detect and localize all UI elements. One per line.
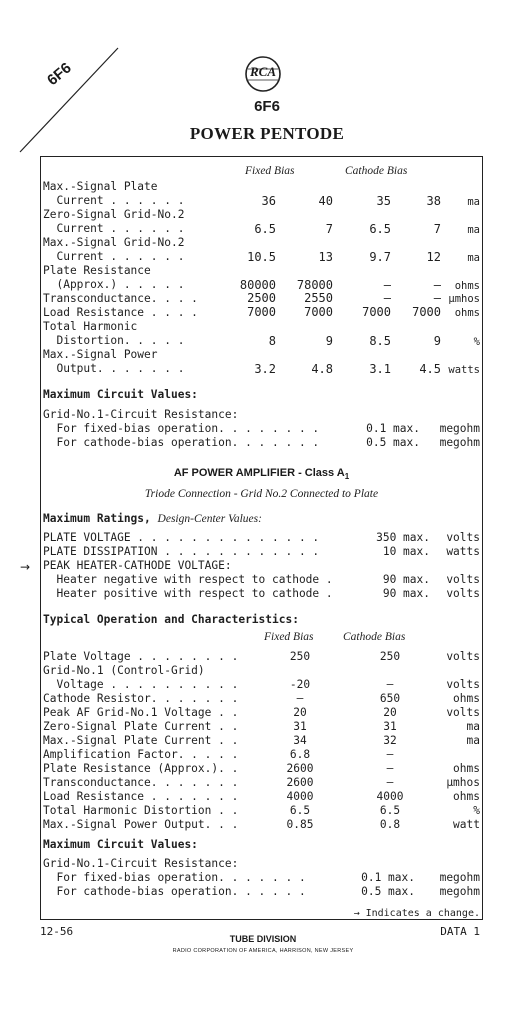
triode-title-subscript: 1 <box>344 472 350 482</box>
pentode-row-value: 8.5 <box>369 334 391 348</box>
pentode-row-value: 6.5 <box>254 222 276 236</box>
tube-type-heading: 6F6 <box>254 98 280 115</box>
typical-row-fixed: 2600 <box>286 776 314 789</box>
footer-data-label: DATA 1 <box>440 925 480 938</box>
pentode-row-value: 2550 <box>304 291 333 305</box>
typical-row-label: Plate Resistance (Approx.). . <box>43 762 239 775</box>
triode-section-title <box>40 467 483 481</box>
pentode-row-value: 10.5 <box>247 250 276 264</box>
triode-grid-resistance-label: Grid-No.1-Circuit Resistance: <box>43 857 239 870</box>
pentode-row-label-cont: Current . . . . . . <box>43 194 185 207</box>
triode-ratings-heading <box>43 512 262 526</box>
pentode-row-unit: % <box>473 336 480 348</box>
typical-row-cathode: – <box>386 678 394 691</box>
pentode-row-value: 7 <box>433 222 441 236</box>
pentode-row-unit: ma <box>467 196 480 208</box>
typical-row-label: Load Resistance . . . . . . . <box>43 790 239 803</box>
typical-row-fixed: 20 <box>293 706 307 719</box>
typical-row-cathode: – <box>386 776 394 789</box>
pentode-row-value: – <box>433 278 441 292</box>
typical-row-label: Amplification Factor. . . . . <box>43 748 239 761</box>
rca-logo-text: RCA <box>249 64 276 79</box>
typical-row-fixed: 4000 <box>286 790 314 803</box>
rating-value: 350 max. <box>376 531 430 544</box>
triode-ratings-heading-bold: Maximum Ratings, <box>43 512 151 525</box>
pentode-row-label: Max.-Signal Power <box>43 348 158 361</box>
typical-row-cathode: 4000 <box>376 790 404 803</box>
rating-value: 90 max. <box>382 587 430 600</box>
pentode-row-unit: ma <box>467 252 480 264</box>
pentode-row-label: Total Harmonic <box>43 320 138 333</box>
pentode-row-value: 7 <box>325 222 333 236</box>
typical-row-unit: ma <box>466 734 480 747</box>
rating-unit: volts <box>446 573 480 586</box>
pentode-row-value: 13 <box>318 250 333 264</box>
typical-header-fixed: Fixed Bias <box>264 631 314 643</box>
triode-cathode-op-value: 0.5 max. <box>361 885 415 898</box>
pentode-row-label: Max.-Signal Grid-No.2 <box>43 236 185 249</box>
pentode-row-value: 7000 <box>412 305 441 319</box>
pentode-row-value: 7000 <box>304 305 333 319</box>
typical-row-label: Peak AF Grid-No.1 Voltage . . <box>43 706 239 719</box>
pentode-row-label-cont: Output. . . . . . . <box>43 362 185 375</box>
pentode-row-value: 12 <box>426 250 441 264</box>
pentode-fixed-op-unit: megohm <box>439 422 480 435</box>
page-title: POWER PENTODE <box>189 124 345 143</box>
pentode-row-value: 9 <box>433 334 441 348</box>
typical-row-label: Cathode Resistor. . . . . . . <box>43 692 239 705</box>
typical-row-unit: watt <box>453 818 480 831</box>
rating-label: PLATE DISSIPATION . . . . . . . . . . . . <box>43 545 320 558</box>
typical-row-fixed: 6.5 <box>289 804 311 817</box>
typical-row-fixed: 6.8 <box>289 748 311 761</box>
pentode-row-label-cont: Distortion. . . . . <box>43 334 185 347</box>
pentode-row-value: 8 <box>268 334 276 348</box>
triode-max-circuit-heading: Maximum Circuit Values: <box>43 838 198 851</box>
triode-ratings-heading-italic: Design-Center Values: <box>157 513 262 525</box>
pentode-row-value: 4.5 <box>419 362 441 376</box>
pentode-fixed-op-label: For fixed-bias operation. . . . . . . . <box>43 422 320 435</box>
pentode-row-value: 4.8 <box>311 362 333 376</box>
pentode-row-label: Max.-Signal Plate <box>43 180 158 193</box>
rating-label: Heater negative with respect to cathode . <box>43 573 333 586</box>
pentode-row-value: – <box>433 291 441 305</box>
rating-label: Heater positive with respect to cathode . <box>43 587 333 600</box>
pentode-row-unit: ma <box>467 224 480 236</box>
triode-title-text: AF POWER AMPLIFIER - Class A <box>173 467 345 479</box>
triode-fixed-op-unit: megohm <box>439 871 480 884</box>
typical-row-label: Transconductance. . . . . . . <box>43 776 239 789</box>
footer-division: TUBE DIVISION <box>229 934 297 944</box>
pentode-grid-resistance-label: Grid-No.1-Circuit Resistance: <box>43 408 239 421</box>
triode-subtitle: Triode Connection - Grid No.2 Connected to Plate <box>144 488 379 500</box>
corner-tube-tag: 6F6 <box>44 59 75 90</box>
typical-row-fixed: 2600 <box>286 762 314 775</box>
pentode-row-label-cont: Current . . . . . . <box>43 250 185 263</box>
typical-row-unit: ohms <box>453 692 480 705</box>
typical-row-unit: µmhos <box>446 776 480 789</box>
pentode-row-value: 2500 <box>247 291 276 305</box>
typical-row-label: Max.-Signal Plate Current . . <box>43 734 239 747</box>
change-arrow-icon: → <box>20 560 31 574</box>
footer-date: 12-56 <box>40 925 74 938</box>
typical-row-unit: ohms <box>453 762 480 775</box>
pentode-row-label: Plate Resistance <box>43 264 151 277</box>
pentode-row-value: 3.2 <box>254 362 276 376</box>
typical-row-unit: volts <box>446 678 480 691</box>
triode-cathode-op-label: For cathode-bias operation. . . . . . <box>43 885 306 898</box>
typical-row-label: Total Harmonic Distortion . . <box>43 804 239 817</box>
pentode-row-value: 9 <box>325 334 333 348</box>
rating-value: 10 max. <box>382 545 430 558</box>
typical-row-label: Grid-No.1 (Control-Grid) <box>43 664 205 677</box>
typical-row-label: Plate Voltage . . . . . . . . <box>43 650 239 663</box>
pentode-row-value: – <box>383 291 391 305</box>
pentode-fixed-op-value: 0.1 max. <box>366 422 420 435</box>
pentode-row-value: 7000 <box>362 305 391 319</box>
typical-row-label: Max.-Signal Power Output. . . <box>43 818 239 831</box>
typical-row-cathode: 250 <box>379 650 401 663</box>
typical-row-fixed: -20 <box>289 678 311 691</box>
rating-unit: watts <box>446 545 480 558</box>
pentode-row-value: 3.1 <box>369 362 391 376</box>
pentode-max-circuit-heading: Maximum Circuit Values: <box>43 388 198 401</box>
typical-row-cathode: 0.8 <box>379 818 401 831</box>
typical-row-fixed: 31 <box>293 720 307 733</box>
triode-fixed-op-label: For fixed-bias operation. . . . . . . <box>43 871 306 884</box>
rating-value: 90 max. <box>382 573 430 586</box>
typical-row-fixed: 0.85 <box>286 818 314 831</box>
typical-row-cathode: 20 <box>383 706 397 719</box>
rating-unit: volts <box>446 587 480 600</box>
pentode-header-cathode: Cathode Bias <box>345 165 408 177</box>
pentode-row-value: 36 <box>261 194 276 208</box>
typical-row-fixed: 250 <box>289 650 311 663</box>
pentode-row-value: – <box>383 278 391 292</box>
pentode-row-value: 35 <box>376 194 391 208</box>
typical-row-cathode: 650 <box>379 692 401 705</box>
triode-cathode-op-unit: megohm <box>439 885 480 898</box>
pentode-cathode-op-value: 0.5 max. <box>366 436 420 449</box>
pentode-cathode-op-label: For cathode-bias operation. . . . . . . <box>43 436 320 449</box>
pentode-row-value: 78000 <box>296 278 333 292</box>
pentode-row-label: Zero-Signal Grid-No.2 <box>43 208 185 221</box>
pentode-row-value: 38 <box>426 194 441 208</box>
change-note: → Indicates a change. <box>353 908 480 919</box>
pentode-row-label: Transconductance. . . . <box>43 292 198 305</box>
rating-label: PLATE VOLTAGE . . . . . . . . . . . . . . <box>43 531 320 544</box>
typical-row-unit: volts <box>446 706 480 719</box>
pentode-row-value: 7000 <box>247 305 276 319</box>
pentode-row-unit: watts <box>448 364 480 376</box>
typical-row-cathode: 31 <box>383 720 397 733</box>
pentode-row-unit: µmhos <box>448 293 480 305</box>
typical-heading: Typical Operation and Characteristics: <box>43 613 299 626</box>
typical-row-fixed: 34 <box>293 734 307 747</box>
pentode-row-value: 40 <box>318 194 333 208</box>
rating-unit: volts <box>446 531 480 544</box>
typical-row-cathode: – <box>386 762 394 775</box>
pentode-row-unit: ohms <box>454 280 480 292</box>
typical-row-cathode: – <box>386 748 394 761</box>
triode-fixed-op-value: 0.1 max. <box>361 871 415 884</box>
typical-header-cathode: Cathode Bias <box>343 631 406 643</box>
pentode-row-value: 80000 <box>239 278 276 292</box>
pentode-row-label: Load Resistance . . . . <box>43 306 198 319</box>
typical-row-unit: ma <box>466 720 480 733</box>
footer-corporation: RADIO CORPORATION OF AMERICA, HARRISON, NEW JERSEY <box>172 948 354 954</box>
pentode-row-value: 6.5 <box>369 222 391 236</box>
typical-row-unit: ohms <box>453 790 480 803</box>
typical-row-unit: volts <box>446 650 480 663</box>
pentode-cathode-op-unit: megohm <box>439 436 480 449</box>
typical-row-unit: % <box>473 804 480 817</box>
typical-row-label: Zero-Signal Plate Current . . <box>43 720 239 733</box>
pentode-row-label-cont: (Approx.) . . . . . <box>43 278 185 291</box>
typical-row-cathode: 32 <box>383 734 397 747</box>
pentode-row-unit: ohms <box>454 307 480 319</box>
pentode-row-value: 9.7 <box>369 250 391 264</box>
typical-row-label: Voltage . . . . . . . . . . <box>43 678 239 691</box>
typical-row-cathode: 6.5 <box>379 804 401 817</box>
pentode-header-fixed: Fixed Bias <box>245 165 295 177</box>
typical-row-fixed: – <box>296 692 304 705</box>
pentode-row-label-cont: Current . . . . . . <box>43 222 185 235</box>
rating-label: PEAK HEATER-CATHODE VOLTAGE: <box>43 559 232 572</box>
